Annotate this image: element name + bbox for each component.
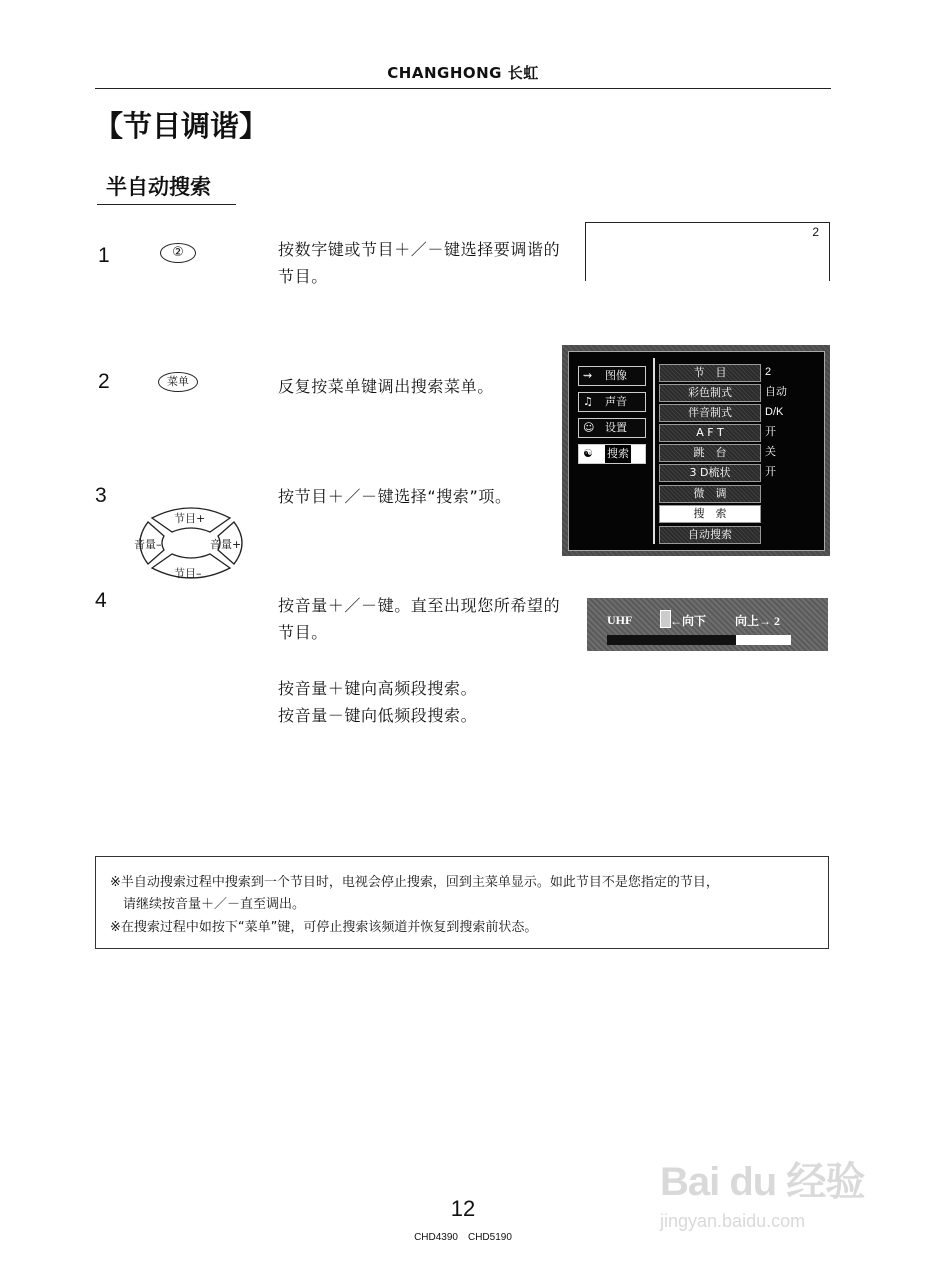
menu-item-fine-tune: 微 调 — [659, 485, 761, 503]
step-extra-text: 按音量－键向低频段搜索。 — [278, 706, 478, 725]
step-extra-text: 按音量＋键向高频段搜索。 — [278, 679, 478, 698]
note-line: 请继续按音量＋／－直至调出。 — [110, 897, 306, 912]
menu-panel — [568, 351, 825, 551]
osd-channel-box — [585, 222, 830, 281]
watermark-brand: Bai du 经验 — [660, 1160, 865, 1204]
digit-2-button-icon: ② — [160, 243, 196, 263]
menu-tab-picture: ⇝ 图像 — [578, 366, 646, 386]
section-title: 【节目调谐】 — [94, 109, 269, 143]
header-rule — [95, 88, 831, 89]
menu-item-search: 搜 索 — [659, 505, 761, 523]
menu-item-color-system: 彩色制式 — [659, 384, 761, 402]
setup-icon: ☺ — [583, 421, 595, 434]
menu-item-aft: A F T — [659, 424, 761, 442]
watermark-url: jingyan.baidu.com — [660, 1211, 806, 1231]
uhf-search-bar — [587, 598, 828, 651]
sub-title: 半自动搜索 — [106, 175, 211, 199]
step-number: 3 — [95, 484, 107, 507]
dpad-label-up: 节目+ — [174, 512, 206, 525]
menu-value: 开 — [765, 466, 776, 478]
menu-value: 关 — [765, 446, 776, 458]
direction-pad-icon — [132, 502, 250, 584]
down-label: ←向下 — [670, 614, 707, 628]
step-text: 按节目＋／－键选择“搜索”项。 — [278, 487, 512, 506]
sub-title-rule — [97, 204, 236, 205]
search-progress-fill — [736, 635, 791, 645]
menu-item-channel: 节 目 — [659, 364, 761, 382]
menu-value: D/K — [765, 406, 784, 418]
menu-item-auto-search: 自动搜索 — [659, 526, 761, 544]
up-label: 向上→ 2 — [735, 614, 781, 628]
baidu-watermark — [660, 1150, 864, 1232]
dpad-label-down: 节目– — [174, 567, 202, 580]
menu-item-skip: 跳 台 — [659, 444, 761, 462]
menu-divider — [653, 358, 655, 544]
step-number: 2 — [98, 370, 110, 393]
picture-icon: ⇝ — [583, 369, 593, 382]
note-line: ※在搜索过程中如按下“菜单”键，可停止搜索该频道并恢复到搜索前状态。 — [110, 920, 538, 935]
osd-channel-number: 2 — [812, 225, 819, 239]
dpad-label-right: 音量+ — [210, 538, 242, 551]
dpad-label-left: 音量– — [134, 538, 162, 551]
brand-logo: CHANGHONG 长虹 — [387, 64, 539, 82]
step-text: 反复按菜单键调出搜索菜单。 — [278, 377, 494, 396]
menu-tab-search: ☯ 搜索 — [578, 444, 646, 464]
band-label: UHF — [607, 613, 633, 627]
menu-button-icon: 菜单 — [158, 372, 198, 392]
menu-value: 开 — [765, 426, 776, 438]
model-numbers: CHD4390 CHD5190 — [414, 1232, 512, 1243]
step-text: 按音量＋／－键。直至出现您所希望的节目。 — [278, 596, 561, 642]
step-number: 1 — [98, 244, 110, 267]
step-text: 按数字键或节目＋／－键选择要调谐的节目。 — [278, 240, 561, 286]
menu-item-3d-comb: 3 D梳状 — [659, 464, 761, 482]
search-icon: ☯ — [583, 447, 593, 460]
page-number: 12 — [450, 1196, 476, 1221]
menu-tab-sound: ♫ 声音 — [578, 392, 646, 412]
menu-value: 2 — [765, 366, 772, 378]
search-menu-screen — [562, 345, 830, 556]
step-number: 4 — [95, 589, 107, 612]
search-progress-track — [607, 635, 791, 645]
menu-value: 自动 — [765, 386, 787, 398]
menu-tab-setup: ☺ 设置 — [578, 418, 646, 438]
sound-icon: ♫ — [583, 395, 593, 408]
menu-item-sound-system: 伴音制式 — [659, 404, 761, 422]
note-line: ※半自动搜索过程中搜索到一个节目时，电视会停止搜索，回到主菜单显示。如此节目不是您指定的节目， — [110, 875, 719, 890]
note-box — [95, 856, 829, 949]
